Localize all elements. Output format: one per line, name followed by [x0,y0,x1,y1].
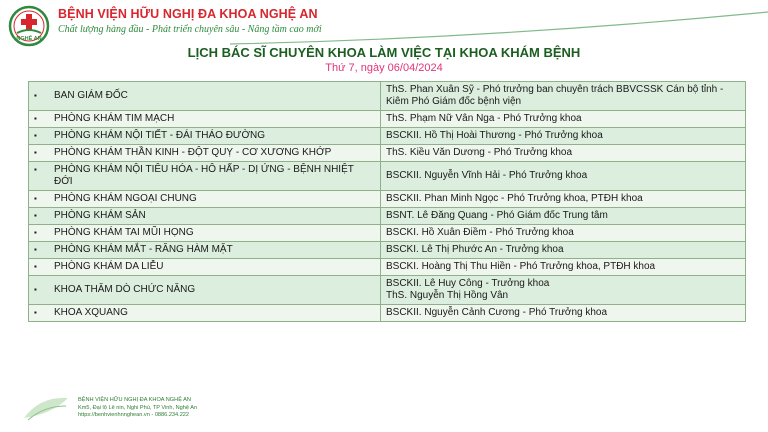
doctor-cell [381,191,746,208]
doctor-name: ThS. Kiều Văn Dương - Phó Trưởng khoa [386,147,573,158]
department-cell [29,145,381,162]
footer-contact: https://benhvienhnnghean.vn - 0886.234.222 [78,412,190,418]
doctor-name: BSCKII. Lê Huy Công - Trưởng khoa [386,278,550,289]
footer-hospital-name: BỆNH VIỆN HỮU NGHỊ ĐA KHOA NGHỆ AN [78,397,191,403]
schedule-table [28,81,746,322]
logo-text: NGHỆ AN [16,36,42,42]
doctor-name: BSCKII. Phan Minh Ngọc - Phó Trưởng khoa, PTĐH khoa [386,193,643,204]
hospital-slogan: Chất lượng hàng đầu - Phát triển chuyên sâu - Nâng tầm cao mới [58,24,322,35]
schedule-row [29,162,746,191]
schedule-row [29,82,746,111]
hospital-name: BỆNH VIỆN HỮU NGHỊ ĐA KHOA NGHỆ AN [58,7,318,21]
bullet-icon: ▪ [34,148,37,157]
department-cell [29,111,381,128]
doctor-cell [381,242,746,259]
schedule-row [29,145,746,162]
department-cell [29,259,381,276]
footer-leaf-decoration [22,392,72,422]
doctor-name: ThS. Phan Xuân Sỹ - Phó trưởng ban chuyên trách BBVCSSK Cán bộ tỉnh - Kiêm Phó Giám đốc bệnh viện [386,84,724,107]
department-cell [29,242,381,259]
doctor-name: ThS. Nguyễn Thị Hồng Vân [386,290,509,301]
department-name: PHÒNG KHÁM TAI MŨI HỌNG [54,227,194,238]
department-name: BAN GIÁM ĐỐC [54,90,128,101]
schedule-row [29,208,746,225]
department-cell [29,225,381,242]
bullet-icon: ▪ [34,211,37,220]
schedule-date: Thứ 7, ngày 06/04/2024 [325,62,443,74]
schedule-row [29,259,746,276]
hospital-logo [8,5,50,47]
doctor-name: BSNT. Lê Đăng Quang - Phó Giám đốc Trung tâm [386,210,608,221]
bullet-icon: ▪ [34,308,37,317]
department-name: KHOA XQUANG [54,307,128,318]
department-cell [29,305,381,322]
doctor-name: BSCKII. Nguyễn Cảnh Cương - Phó Trưởng khoa [386,307,608,318]
department-cell [29,162,381,191]
doctor-cell [381,259,746,276]
doctor-cell [381,111,746,128]
doctor-cell [381,162,746,191]
bullet-icon: ▪ [34,91,37,100]
bullet-icon: ▪ [34,131,37,140]
department-cell [29,208,381,225]
bullet-icon: ▪ [34,228,37,237]
doctor-name: BSCKII. Nguyễn Vĩnh Hải - Phó Trưởng khoa [386,170,588,181]
bullet-icon: ▪ [34,285,37,294]
doctor-name: BSCKI. Hoàng Thị Thu Hiền - Phó Trưởng khoa, PTĐH khoa [386,261,656,272]
department-name: PHÒNG KHÁM MẮT - RĂNG HÀM MẶT [54,244,233,255]
department-cell [29,276,381,305]
doctor-cell [381,276,746,305]
doctor-name: BSCKI. Lê Thị Phước An - Trưởng khoa [386,244,564,255]
doctor-cell [381,128,746,145]
schedule-row [29,191,746,208]
department-cell [29,191,381,208]
doctor-cell [381,82,746,111]
footer-address: Km5, Đại lộ Lê nin, Nghi Phú, TP Vinh, Nghệ An [78,404,198,411]
schedule-row [29,111,746,128]
department-name: PHÒNG KHÁM NGOẠI CHUNG [54,193,197,204]
bullet-icon: ▪ [34,165,37,174]
schedule-row [29,225,746,242]
schedule-row [29,128,746,145]
footer [78,397,197,420]
doctor-name: ThS. Phạm Nữ Vân Nga - Phó Trưởng khoa [386,113,582,124]
doctor-name: BSCKII. Hồ Thị Hoài Thương - Phó Trưởng khoa [386,130,603,141]
doctor-cell [381,225,746,242]
department-name: PHÒNG KHÁM NỘI TIẾT - ĐÁI THÁO ĐƯỜNG [54,130,266,141]
schedule-row [29,305,746,322]
schedule-row [29,242,746,259]
bullet-icon: ▪ [34,262,37,271]
department-name: PHÒNG KHÁM TIM MẠCH [54,113,175,124]
doctor-cell [381,145,746,162]
bullet-icon: ▪ [34,114,37,123]
department-name: PHÒNG KHÁM SẢN [54,210,146,221]
department-cell [29,82,381,111]
doctor-cell [381,208,746,225]
doctor-name: BSCKI. Hồ Xuân Điềm - Phó Trưởng khoa [386,227,574,238]
page-title: LỊCH BÁC SĨ CHUYÊN KHOA LÀM VIỆC TẠI KHOA KHÁM BỆNH [187,45,581,60]
department-cell [29,128,381,145]
department-name: KHOA THĂM DÒ CHỨC NĂNG [54,284,196,295]
department-name: PHÒNG KHÁM NỘI TIÊU HÓA - HÔ HẤP - DỊ ỨNG - BỆNH NHIỆT ĐỚI [54,164,354,187]
bullet-icon: ▪ [34,194,37,203]
doctor-cell [381,305,746,322]
department-name: PHÒNG KHÁM DA LIỄU [54,261,164,272]
bullet-icon: ▪ [34,245,37,254]
department-name: PHÒNG KHÁM THẦN KINH - ĐỘT QUỴ - CƠ XƯƠNG KHỚP [54,147,332,158]
schedule-row [29,276,746,305]
